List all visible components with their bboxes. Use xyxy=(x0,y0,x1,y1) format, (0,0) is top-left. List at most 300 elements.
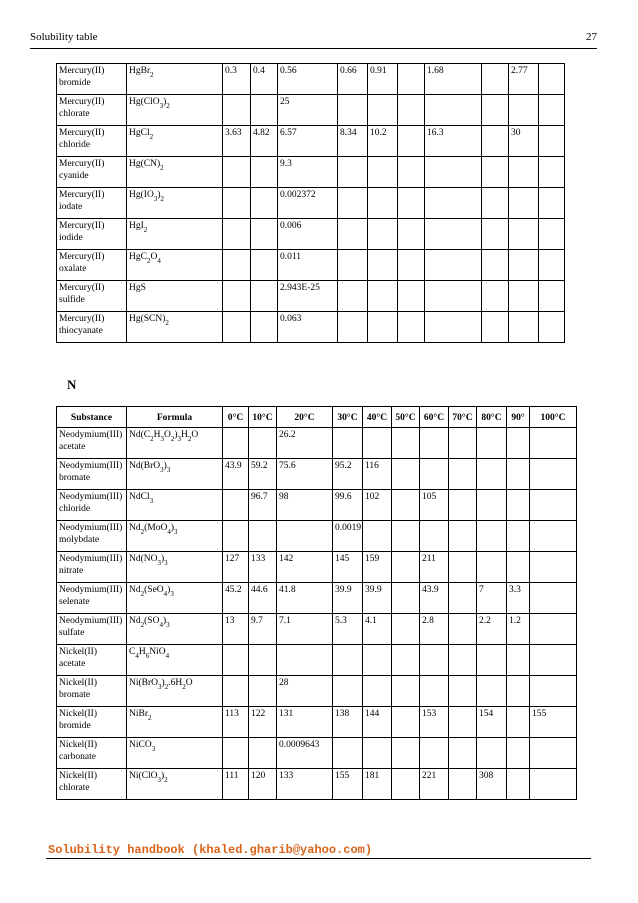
formula-cell xyxy=(127,521,223,552)
substance-cell xyxy=(57,126,127,157)
formula-text: NiO xyxy=(149,647,166,657)
formula-text: ) xyxy=(161,771,165,781)
solubility-value-cell: 127 xyxy=(223,552,249,583)
formula-subscript: 2 xyxy=(166,102,170,110)
solubility-value-cell xyxy=(338,312,368,343)
solubility-value-cell: 155 xyxy=(333,769,363,800)
solubility-value-cell xyxy=(251,188,278,219)
formula-subscript: 3 xyxy=(157,776,161,784)
solubility-value-cell xyxy=(507,738,530,769)
table-row xyxy=(57,676,577,707)
solubility-value-cell: 131 xyxy=(277,707,333,738)
substance-name-line: Mercury(II) xyxy=(59,190,105,200)
solubility-value-cell xyxy=(449,738,477,769)
solubility-value-cell xyxy=(539,64,565,95)
solubility-value-cell xyxy=(251,219,278,250)
solubility-value-cell xyxy=(482,95,509,126)
solubility-value-cell: 159 xyxy=(363,552,392,583)
table-row xyxy=(57,95,565,126)
formula-subscript: 2 xyxy=(149,133,154,141)
solubility-value-cell xyxy=(420,645,449,676)
solubility-value-cell xyxy=(449,521,477,552)
formula-text: .6H xyxy=(168,678,183,688)
table-row xyxy=(57,157,565,188)
solubility-value-cell: 181 xyxy=(363,769,392,800)
table-row xyxy=(57,188,565,219)
solubility-value-cell: 75.6 xyxy=(277,459,333,490)
mercury-solubility-table xyxy=(56,63,565,343)
solubility-value-cell xyxy=(539,219,565,250)
solubility-value-cell xyxy=(392,428,420,459)
solubility-value-cell xyxy=(338,157,368,188)
substance-name-line: Neodymium(III) xyxy=(59,616,123,626)
footer-credit: Solubility handbook (khaled.gharib@yahoo.com) xyxy=(48,843,373,857)
formula-text: (MoO xyxy=(144,523,168,533)
solubility-value-cell xyxy=(530,614,577,645)
table-row xyxy=(57,738,577,769)
solubility-value-cell: 7.1 xyxy=(277,614,333,645)
solubility-value-cell xyxy=(449,676,477,707)
table-row xyxy=(57,64,565,95)
solubility-value-cell xyxy=(251,157,278,188)
substance-cell xyxy=(57,583,127,614)
formula-text: O xyxy=(191,430,199,440)
solubility-value-cell xyxy=(530,583,577,614)
column-header: 10°C xyxy=(249,407,277,428)
solubility-value-cell: 133 xyxy=(249,552,277,583)
solubility-value-cell xyxy=(398,250,425,281)
substance-cell xyxy=(57,738,127,769)
solubility-value-cell: 44.6 xyxy=(249,583,277,614)
solubility-value-cell xyxy=(223,157,251,188)
column-header: 50°C xyxy=(392,407,420,428)
substance-name-line: Mercury(II) xyxy=(59,283,105,293)
solubility-value-cell xyxy=(449,490,477,521)
solubility-value-cell: 3.3 xyxy=(507,583,530,614)
substance-cell xyxy=(57,281,127,312)
formula-text: H xyxy=(138,647,146,657)
solubility-value-cell xyxy=(398,312,425,343)
solubility-value-cell xyxy=(392,459,420,490)
solubility-value-cell: 2.2 xyxy=(477,614,507,645)
solubility-value-cell xyxy=(477,490,507,521)
formula-text: HgS xyxy=(129,283,146,293)
solubility-value-cell xyxy=(530,645,577,676)
table-row xyxy=(57,219,565,250)
solubility-value-cell xyxy=(398,281,425,312)
solubility-value-cell xyxy=(223,490,249,521)
solubility-value-cell xyxy=(338,95,368,126)
solubility-value-cell xyxy=(338,219,368,250)
solubility-value-cell: 154 xyxy=(477,707,507,738)
formula-subscript: 4 xyxy=(163,590,168,598)
formula-subscript: 3 xyxy=(149,497,154,505)
formula-subscript: 3 xyxy=(158,683,162,691)
solubility-value-cell xyxy=(420,459,449,490)
solubility-value-cell xyxy=(249,676,277,707)
solubility-value-cell xyxy=(507,645,530,676)
substance-name-line: bromate xyxy=(59,473,91,483)
solubility-value-cell: 155 xyxy=(530,707,577,738)
substance-cell xyxy=(57,157,127,188)
solubility-value-cell xyxy=(333,645,363,676)
page-number: 27 xyxy=(586,31,597,43)
formula-text: H xyxy=(181,430,188,440)
substance-cell xyxy=(57,459,127,490)
table-row xyxy=(57,521,577,552)
solubility-value-cell xyxy=(425,281,482,312)
solubility-value-cell xyxy=(482,64,509,95)
solubility-value-cell: 30 xyxy=(509,126,539,157)
solubility-value-cell xyxy=(507,676,530,707)
solubility-value-cell: 116 xyxy=(363,459,392,490)
formula-subscript: 6 xyxy=(145,652,150,660)
table-row xyxy=(57,312,565,343)
solubility-value-cell: 102 xyxy=(363,490,392,521)
solubility-value-cell: 1.68 xyxy=(425,64,482,95)
page-header xyxy=(30,31,597,48)
formula-text: Ni(ClO xyxy=(129,771,158,781)
neodymium-nickel-table-body xyxy=(57,428,577,800)
substance-name-line: chlorate xyxy=(59,783,90,793)
solubility-value-cell xyxy=(363,676,392,707)
formula-subscript: 3 xyxy=(160,466,164,474)
formula-text: ) xyxy=(162,616,167,626)
formula-text: Hg(IO xyxy=(129,190,154,200)
solubility-value-cell: 95.2 xyxy=(333,459,363,490)
solubility-value-cell: 133 xyxy=(277,769,333,800)
solubility-value-cell xyxy=(477,645,507,676)
substance-cell xyxy=(57,312,127,343)
formula-subscript: 4 xyxy=(157,257,161,265)
column-header: 40°C xyxy=(363,407,392,428)
formula-subscript: 3 xyxy=(166,621,170,629)
solubility-value-cell: 16.3 xyxy=(425,126,482,157)
substance-name-line: chloride xyxy=(59,504,91,514)
solubility-value-cell: 4.1 xyxy=(363,614,392,645)
solubility-value-cell xyxy=(477,521,507,552)
solubility-value-cell xyxy=(363,521,392,552)
substance-name-line: acetate xyxy=(59,659,86,669)
solubility-value-cell xyxy=(392,769,420,800)
table-row xyxy=(57,490,577,521)
formula-cell xyxy=(127,281,223,312)
formula-cell xyxy=(127,126,223,157)
solubility-value-cell xyxy=(392,676,420,707)
solubility-value-cell: 111 xyxy=(223,769,249,800)
solubility-value-cell xyxy=(392,645,420,676)
formula-text: (SO xyxy=(144,616,160,626)
substance-name-line: acetate xyxy=(59,442,86,452)
solubility-value-cell xyxy=(539,188,565,219)
formula-subscript: 2 xyxy=(140,621,145,629)
solubility-value-cell xyxy=(223,95,251,126)
formula-cell xyxy=(127,64,223,95)
solubility-value-cell: 7 xyxy=(477,583,507,614)
substance-cell xyxy=(57,552,127,583)
solubility-value-cell xyxy=(530,738,577,769)
table-row xyxy=(57,614,577,645)
formula-subscript: 2 xyxy=(165,319,169,327)
solubility-value-cell xyxy=(509,281,539,312)
formula-text: Hg(CN) xyxy=(129,159,161,169)
table-row xyxy=(57,459,577,490)
solubility-value-cell xyxy=(509,312,539,343)
substance-name-line: bromate xyxy=(59,690,91,700)
substance-cell xyxy=(57,219,127,250)
solubility-value-cell xyxy=(507,769,530,800)
solubility-value-cell: 99.6 xyxy=(333,490,363,521)
solubility-value-cell xyxy=(530,490,577,521)
formula-cell xyxy=(127,614,223,645)
formula-text: Hg(SCN) xyxy=(129,314,166,324)
substance-name-line: Nickel(II) xyxy=(59,709,97,719)
solubility-value-cell xyxy=(368,250,398,281)
formula-subscript: 2 xyxy=(182,683,186,691)
formula-text: O xyxy=(164,430,171,440)
formula-cell xyxy=(127,490,223,521)
formula-cell xyxy=(127,312,223,343)
column-header: Substance xyxy=(57,407,127,428)
column-header: 90° xyxy=(507,407,530,428)
table-row xyxy=(57,552,577,583)
formula-cell xyxy=(127,219,223,250)
solubility-value-cell xyxy=(539,157,565,188)
solubility-value-cell xyxy=(392,552,420,583)
table-row xyxy=(57,126,565,157)
formula-subscript: 2 xyxy=(187,435,192,443)
formula-cell xyxy=(127,250,223,281)
substance-name-line: Mercury(II) xyxy=(59,159,105,169)
substance-cell xyxy=(57,95,127,126)
formula-text: Nd(NO xyxy=(129,554,158,564)
solubility-value-cell xyxy=(530,769,577,800)
formula-subscript: 2 xyxy=(143,226,148,234)
solubility-value-cell: 98 xyxy=(277,490,333,521)
substance-name-line: carbonate xyxy=(59,752,96,762)
column-header: Formula xyxy=(127,407,223,428)
solubility-value-cell xyxy=(398,188,425,219)
solubility-value-cell xyxy=(482,281,509,312)
solubility-value-cell: 120 xyxy=(249,769,277,800)
formula-cell xyxy=(127,707,223,738)
solubility-value-cell: 2.943E-25 xyxy=(278,281,338,312)
formula-cell xyxy=(127,645,223,676)
formula-subscript: 2 xyxy=(160,195,164,203)
solubility-value-cell: 8.34 xyxy=(338,126,368,157)
column-header: 60°C xyxy=(420,407,449,428)
column-header: 80°C xyxy=(477,407,507,428)
solubility-value-cell xyxy=(249,521,277,552)
solubility-value-cell xyxy=(449,552,477,583)
solubility-value-cell xyxy=(530,521,577,552)
solubility-value-cell xyxy=(392,583,420,614)
formula-cell xyxy=(127,738,223,769)
solubility-value-cell xyxy=(539,281,565,312)
solubility-value-cell xyxy=(392,707,420,738)
solubility-value-cell: 142 xyxy=(277,552,333,583)
substance-name-line: Neodymium(III) xyxy=(59,523,123,533)
solubility-value-cell xyxy=(507,521,530,552)
formula-cell xyxy=(127,95,223,126)
solubility-value-cell: 221 xyxy=(420,769,449,800)
solubility-value-cell xyxy=(392,521,420,552)
solubility-value-cell xyxy=(251,250,278,281)
substance-name-line: Nickel(II) xyxy=(59,678,97,688)
solubility-value-cell: 3.63 xyxy=(223,126,251,157)
solubility-value-cell xyxy=(530,428,577,459)
formula-text: ) xyxy=(161,678,165,688)
solubility-value-cell: 2.8 xyxy=(420,614,449,645)
solubility-value-cell xyxy=(482,219,509,250)
solubility-value-cell: 4.82 xyxy=(251,126,278,157)
neodymium-nickel-solubility-table xyxy=(56,406,577,800)
solubility-value-cell xyxy=(392,614,420,645)
formula-cell xyxy=(127,157,223,188)
solubility-value-cell xyxy=(449,583,477,614)
formula-text: HgC xyxy=(129,252,147,262)
formula-text: NdCl xyxy=(129,492,150,502)
substance-name-line: iodate xyxy=(59,202,83,212)
solubility-value-cell xyxy=(425,312,482,343)
formula-subscript: 2 xyxy=(148,714,152,722)
solubility-value-cell xyxy=(368,157,398,188)
solubility-value-cell xyxy=(482,126,509,157)
solubility-value-cell xyxy=(507,552,530,583)
solubility-value-cell: 105 xyxy=(420,490,449,521)
solubility-value-cell: 308 xyxy=(477,769,507,800)
solubility-value-cell xyxy=(449,645,477,676)
substance-cell xyxy=(57,614,127,645)
solubility-value-cell xyxy=(223,312,251,343)
solubility-value-cell: 113 xyxy=(223,707,249,738)
solubility-value-cell: 39.9 xyxy=(363,583,392,614)
substance-name-line: chlorate xyxy=(59,109,90,119)
formula-subscript: 2 xyxy=(164,683,169,691)
solubility-value-cell: 43.9 xyxy=(420,583,449,614)
substance-name-line: Mercury(II) xyxy=(59,314,105,324)
solubility-value-cell: 9.3 xyxy=(278,157,338,188)
substance-name-line: cyanide xyxy=(59,171,89,181)
solubility-value-cell xyxy=(368,188,398,219)
substance-name-line: bromide xyxy=(59,721,91,731)
formula-cell xyxy=(127,552,223,583)
header-rule xyxy=(30,48,597,49)
formula-subscript: 3 xyxy=(151,745,156,753)
solubility-value-cell: 59.2 xyxy=(249,459,277,490)
solubility-value-cell xyxy=(223,250,251,281)
substance-name-line: Neodymium(III) xyxy=(59,430,123,440)
formula-subscript: 2 xyxy=(146,257,151,265)
formula-text: ) xyxy=(167,585,171,595)
substance-name-line: chloride xyxy=(59,140,91,150)
formula-subscript: 4 xyxy=(135,652,139,660)
solubility-value-cell xyxy=(530,676,577,707)
formula-subscript: 3 xyxy=(164,559,168,567)
substance-name-line: selenate xyxy=(59,597,90,607)
substance-cell xyxy=(57,64,127,95)
solubility-value-cell xyxy=(420,676,449,707)
solubility-value-cell xyxy=(333,428,363,459)
formula-subscript: 3 xyxy=(160,435,164,443)
substance-cell xyxy=(57,490,127,521)
solubility-value-cell xyxy=(249,645,277,676)
solubility-value-cell xyxy=(477,459,507,490)
solubility-value-cell: 41.8 xyxy=(277,583,333,614)
table-row xyxy=(57,769,577,800)
solubility-value-cell: 10.2 xyxy=(368,126,398,157)
solubility-value-cell xyxy=(477,738,507,769)
solubility-value-cell: 0.4 xyxy=(251,64,278,95)
solubility-value-cell: 9.7 xyxy=(249,614,277,645)
solubility-value-cell: 153 xyxy=(420,707,449,738)
substance-name-line: bromide xyxy=(59,78,91,88)
header-title: Solubility table xyxy=(30,31,98,43)
solubility-value-cell: 6.57 xyxy=(278,126,338,157)
table-row xyxy=(57,428,577,459)
solubility-value-cell: 144 xyxy=(363,707,392,738)
solubility-value-cell xyxy=(530,459,577,490)
solubility-value-cell: 25 xyxy=(278,95,338,126)
solubility-value-cell xyxy=(333,676,363,707)
column-header: 0°C xyxy=(223,407,249,428)
solubility-value-cell: 145 xyxy=(333,552,363,583)
solubility-value-cell xyxy=(449,614,477,645)
formula-subscript: 3 xyxy=(157,559,161,567)
formula-text: O xyxy=(150,252,158,262)
solubility-value-cell xyxy=(425,95,482,126)
solubility-value-cell xyxy=(477,428,507,459)
solubility-value-cell xyxy=(425,188,482,219)
solubility-value-cell xyxy=(477,552,507,583)
substance-name-line: Neodymium(III) xyxy=(59,492,123,502)
solubility-value-cell: 138 xyxy=(333,707,363,738)
substance-cell xyxy=(57,188,127,219)
solubility-value-cell: 2.77 xyxy=(509,64,539,95)
solubility-value-cell xyxy=(251,281,278,312)
solubility-value-cell xyxy=(482,188,509,219)
solubility-value-cell xyxy=(539,250,565,281)
solubility-value-cell xyxy=(363,428,392,459)
formula-cell xyxy=(127,459,223,490)
column-header: 20°C xyxy=(277,407,333,428)
formula-cell xyxy=(127,188,223,219)
formula-text: NiBr xyxy=(129,709,148,719)
formula-text: (SeO xyxy=(144,585,164,595)
solubility-value-cell xyxy=(223,281,251,312)
solubility-value-cell xyxy=(368,281,398,312)
formula-subscript: 3 xyxy=(153,195,158,203)
solubility-value-cell xyxy=(223,219,251,250)
formula-subscript: 3 xyxy=(159,102,164,110)
formula-subscript: 2 xyxy=(170,435,175,443)
substance-name-line: iodide xyxy=(59,233,83,243)
solubility-value-cell xyxy=(507,707,530,738)
solubility-value-cell: 96.7 xyxy=(249,490,277,521)
solubility-value-cell: 43.9 xyxy=(223,459,249,490)
formula-text: H xyxy=(153,430,161,440)
solubility-value-cell xyxy=(398,157,425,188)
solubility-value-cell: 39.9 xyxy=(333,583,363,614)
solubility-value-cell xyxy=(509,95,539,126)
solubility-value-cell xyxy=(223,428,249,459)
solubility-value-cell xyxy=(338,250,368,281)
formula-subscript: 2 xyxy=(160,164,164,172)
solubility-value-cell xyxy=(449,428,477,459)
solubility-value-cell xyxy=(392,490,420,521)
solubility-value-cell xyxy=(425,157,482,188)
substance-name-line: Nickel(II) xyxy=(59,771,97,781)
